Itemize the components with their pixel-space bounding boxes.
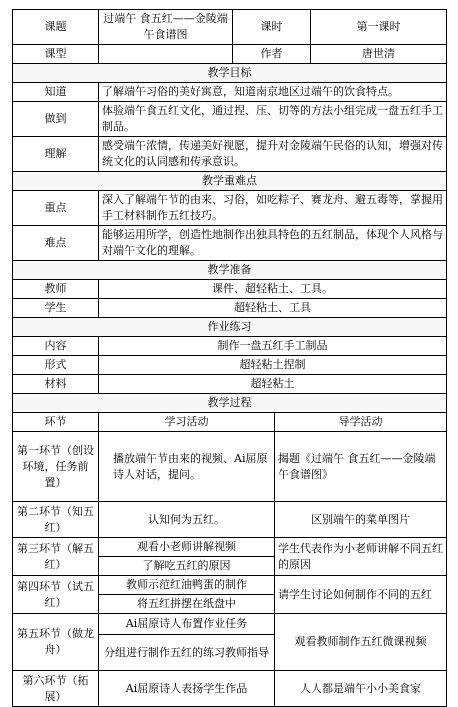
objective-label: 做到 [13,102,99,137]
topic-label: 课题 [13,10,99,45]
section-title-objectives: 教学目标 [13,64,447,83]
learn-activity: Ai屈原诗人表扬学生作品 [99,671,275,707]
lesson-plan [12,9,446,707]
guide-activity: 区别端午的菜单图片 [275,502,447,538]
learn-activity: 认知何为五红。 [99,502,275,538]
focus-row [13,226,447,261]
homework-row [13,337,447,356]
author-value: 唐世清 [311,45,447,64]
guide-activity: 人人都是端午小小美食家 [275,671,447,707]
learn-activity: 观看小老师讲解视频 [99,538,275,557]
learn-activity: 播放端午节由来的视频、Ai屈原诗人对话，提问。 [99,432,275,502]
stage-cell: 第一环节（创设环境，任务前置） [13,432,99,502]
prep-label: 教师 [13,280,99,299]
prep-row [13,299,447,318]
guide-activity: 揭题《过端午 食五红——金陵端午食谱图》 [275,432,447,502]
process-row [13,671,447,707]
focus-text: 深入了解端午节的由来、习俗，如吃粽子、赛龙舟、避五毒等，掌握用手工材料制作五红技巧。 [99,191,447,226]
period-value: 第一课时 [311,10,447,45]
header-row-topic [13,10,447,45]
objective-label: 理解 [13,137,99,172]
section-title-focus: 教学重难点 [13,172,447,191]
section-title-homework: 作业练习 [13,318,447,337]
stage-cell: 第六环节（拓展） [13,671,99,707]
objective-text: 感受端午浓情，传递美好视愿，提升对金陵端午民俗的认知，增强对传统文化的认同感和传承意识。 [99,137,447,172]
stage-cell: 第五环节（做龙舟） [13,614,99,671]
section-title-process: 教学过程 [13,394,447,413]
header-row-type [13,45,447,64]
objective-row [13,83,447,102]
homework-label: 内容 [13,337,99,356]
process-header-row [13,413,447,432]
guide-activity: 观看教师制作五红微课视频 [275,614,447,671]
prep-text: 超轻粘土、工具 [99,299,447,318]
homework-row [13,375,447,394]
process-row [13,432,447,502]
topic-value: 过端午 食五红——金陵端午食谱图 [99,10,233,45]
homework-text: 超轻粘土捏制 [99,356,447,375]
objective-text: 了解端午习俗的美好寓意，知道南京地区过端午的饮食特点。 [99,83,447,102]
focus-text: 能够运用所学，创造性地制作出独具特色的五红制品，体现个人风格与对端午文化的理解。 [99,226,447,261]
type-value [99,45,233,64]
learn-activity: 了解吃五红的原因 [99,557,275,576]
homework-label: 材料 [13,375,99,394]
type-label: 课型 [13,45,99,64]
process-row [13,576,447,595]
col-header-learn: 学习活动 [99,413,275,432]
section-title-prep: 教学准备 [13,261,447,280]
col-header-guide: 导学活动 [275,413,447,432]
homework-text: 超轻粘土 [99,375,447,394]
homework-row [13,356,447,375]
stage-cell: 第二环节（知五红） [13,502,99,538]
prep-row [13,280,447,299]
homework-label: 形式 [13,356,99,375]
stage-cell: 第三环节（解五红） [13,538,99,576]
learn-activity: 分组进行制作五红的练习教师指导 [99,635,275,671]
learn-activity: Ai屈原诗人布置作业任务 [99,614,275,635]
prep-label: 学生 [13,299,99,318]
process-row [13,538,447,557]
col-header-stage: 环节 [13,413,99,432]
guide-activity: 请学生讨论如何制作不同的五红 [275,576,447,614]
objective-row [13,102,447,137]
period-label: 课时 [233,10,311,45]
author-label: 作者 [233,45,311,64]
learn-activity: 将五红拼摆在纸盘中 [99,595,275,614]
objective-text: 体验端午食五红文化，通过捏、压、切等的方法小组完成一盘五红手工制品。 [99,102,447,137]
objective-label: 知道 [13,83,99,102]
homework-text: 制作一盘五红手工制品 [99,337,447,356]
process-row [13,502,447,538]
guide-activity: 学生代表作为小老师讲解不同五红的原因 [275,538,447,576]
objective-row [13,137,447,172]
process-row [13,614,447,635]
focus-row [13,191,447,226]
stage-cell: 第四环节（试五红） [13,576,99,614]
prep-text: 课件、超轻粘土、工具。 [99,280,447,299]
focus-label: 难点 [13,226,99,261]
learn-activity: 教师示范红油鸭蛋的制作 [99,576,275,595]
focus-label: 重点 [13,191,99,226]
lesson-plan-table [12,9,447,707]
